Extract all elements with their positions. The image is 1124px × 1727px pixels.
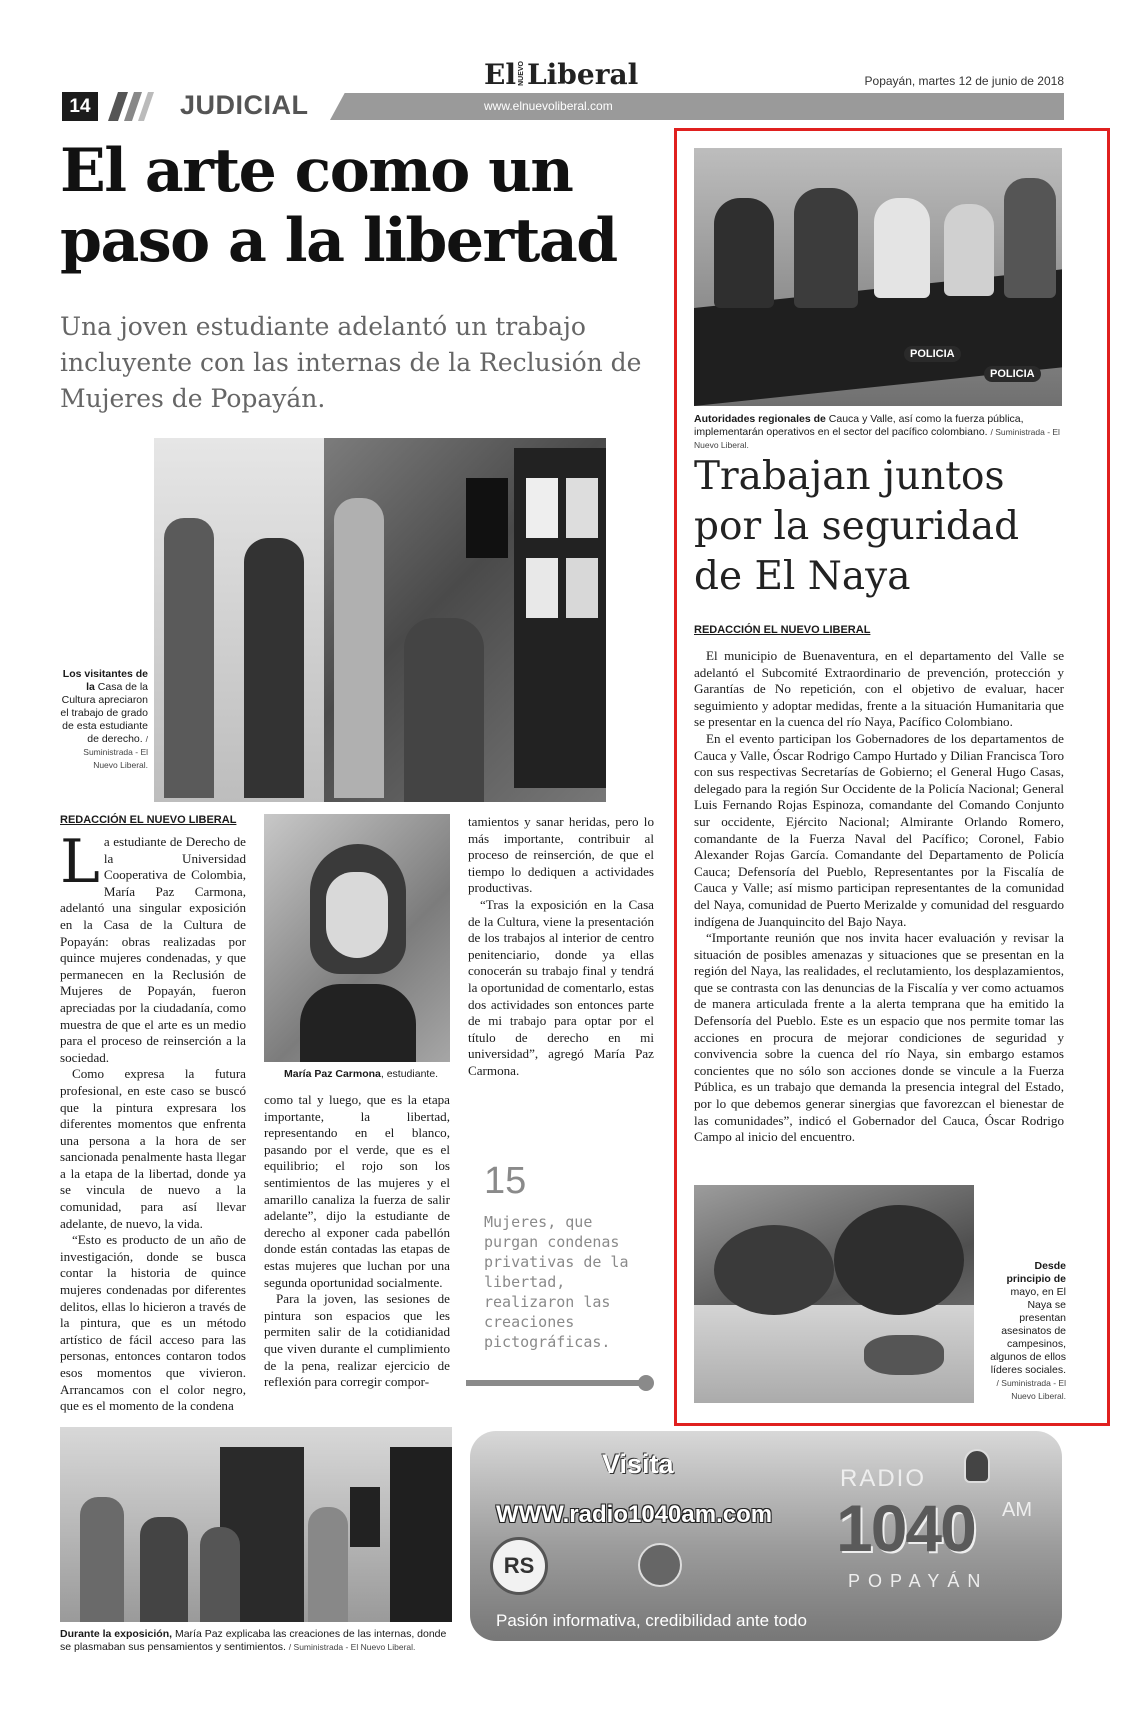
gallery-caption-credit: / Suministrada - El Nuevo Liberal. <box>83 734 148 770</box>
logo-el: El <box>484 58 516 91</box>
gallery-caption-text: Casa de la Cultura apreciaron el trabajo de grado de esta estudiante de derecho. <box>60 681 148 745</box>
masthead-website: www.elnuevoliberal.com <box>484 99 613 113</box>
main-headline: El arte como un paso a la libertad <box>60 136 617 276</box>
logo-liberal: Liberal <box>526 58 639 91</box>
page-number-box <box>62 92 98 121</box>
section-slashes <box>104 92 174 121</box>
slash-decoration-icon <box>104 92 174 121</box>
fact-text: Mujeres, que purgan condenas privativas de la libertad, realizaron las creaciones pictográficas. <box>484 1213 629 1351</box>
el-naya-photo-caption <box>988 1260 1066 1403</box>
radio-advertisement[interactable] <box>470 1431 1062 1641</box>
main-col1-paragraph-1: La estudiante de Derecho de la Universidad Cooperativa de Colombia, María Paz Carmona, adelantó una singular exposición en la Casa de la Cultura de Popayán: obras realizadas por quince mujeres condenadas, y que permanecen en la Reclusión de Mujeres de Popayán, fueron apreciadas por la ciudadanía, como muestra de que el arte es un medio para el proceso de reinserción a la sociedad. <box>60 827 246 1065</box>
el-naya-river-photo <box>694 1185 974 1403</box>
el-naya-caption-credit: / Suministrada - El Nuevo Liberal. <box>996 1378 1066 1401</box>
side-paragraph-2: En el evento participan los Gobernadores de los departamentos de Cauca y Valle, Óscar Rodrigo Campo Hurtado y Dilian Francisca Toro con sus respectivas Secretarías de Gobierno; el General Hugo Casas, delegado para la región Sur Occidente de la Policía Nacional; General Luis Fernando Rojas Espinoza, comandante del Comando Conjunto sur occidente, Ejército Nacional; Almirante Orlando Romero, comandante de la Fuerza Naval del Pacífico; Coronel, Fabio Alexander Rojas García. Comandante del Departamento de Policía Cauca; Defensoría del Pueblo, Representantes por la Fiscalía de Cauca y Valle; así mismo participan representantes de la comunidad del Naya, comunidad de Puerto Merizalde y comunidad del resguardo indígena de Juanquincito del Bajo Naya. <box>694 730 1064 929</box>
main-subheadline: Una joven estudiante adelantó un trabajo incluyente con las internas de la Reclusión de Mujeres de Popayán. <box>60 312 642 413</box>
authorities-caption-text: Cauca y Valle, así como la fuerza pública, implementarán operativos en el sector del pacífico colombiano. <box>694 413 1024 438</box>
exposition-photo <box>60 1427 452 1622</box>
exposition-caption-text: María Paz explicaba las creaciones de las internas, donde se plasmaban sus pensamientos y sentimientos. <box>60 1628 447 1653</box>
portrait-caption <box>284 1068 454 1081</box>
police-cap-right: POLICIA <box>984 366 1041 382</box>
gallery-photo-caption <box>58 668 148 772</box>
ad-visita: Visita <box>602 1449 674 1479</box>
main-col1-paragraph-2: Como expresa la futura profesional, en este caso se buscó que la pintura expresara los diferentes momentos que enfrenta una persona a la hora de ser sancionada penalmente hasta llegar a la etapa de la libertad, donde ya se vincula de nuevo a la comunidad, para así llevar adelante, de nuevo, la vida. <box>60 1066 246 1231</box>
ad-website-link[interactable]: WWW.radio1040am.com <box>496 1501 773 1528</box>
drop-cap: L <box>60 827 100 897</box>
maria-paz-portrait <box>264 814 450 1062</box>
authorities-caption-bold: Autoridades regionales de <box>694 413 826 425</box>
rs-logo: RS <box>503 1553 535 1578</box>
secondary-logo-icon <box>638 1543 682 1587</box>
main-col3-paragraph-2: “Tras la exposición en la Casa de la Cultura, viene la presentación de los trabajos al interior de centro penitenciario, donde ya ellas conocerán su trabajo final y tendrá la oportunidad de comentarlo, estas dos actividades son entonces parte de mi trabajo para optar por el título de derecho en mi universidad”, agregó María Paz Carmona. <box>468 896 654 1078</box>
portrait-caption-text: , estudiante. <box>380 1068 439 1080</box>
microphone-icon <box>964 1449 990 1483</box>
section-gray-bar <box>330 93 1064 120</box>
side-paragraph-3: “Importante reunión que nos invita hacer evaluación y revisar la situación de posibles amenazas y situaciones que se presentan en la región del Naya, las realidades, el reclutamiento, los desplazamientos, que se contrasta con las denuncias de la Fiscalía y ver como actuamos de manera articulada frente a la alerta temprana que ha emitido la Defensoría del Pueblo. Este es un espacio que nos permite tomar las acciones en procura de mejorar condiciones de seguridad y convivencia sobre la cuenca del río Naya, sin embargo estamos concientes que no sólo son acciones donde se vincule a la Fuerza Pública, es un trabajo que demanda la presencia integral del Estado, por lo que debemos generar sinergias que favorezcan el bienestar de las comunidades”, indicó el Gobernador del Cauca, Óscar Rodrigo Campo al inicio del encuentro. <box>694 930 1064 1145</box>
masthead-date: Popayán, martes 12 de junio de 2018 <box>864 74 1064 88</box>
authorities-meeting-photo <box>694 148 1062 406</box>
authorities-caption-credit: / Suministrada - El Nuevo Liberal. <box>694 427 1060 450</box>
authorities-photo-caption <box>694 413 1066 452</box>
fact-divider <box>466 1380 644 1386</box>
fact-number: 15 <box>484 1160 527 1202</box>
exposition-caption <box>60 1628 460 1654</box>
main-col3-paragraph-1: tamientos y sanar heridas, pero lo más importante, contribuir al proceso de reinserción, de que el tiempo lo dediquen a actividades productivas. <box>468 814 654 896</box>
side-headline: Trabajan juntos por la seguridad de El Naya <box>694 454 1020 599</box>
ad-city: POPAYÁN <box>848 1571 989 1591</box>
main-column-2 <box>264 1092 450 1391</box>
side-story-body <box>694 648 1064 1146</box>
rs-logo-circle <box>490 1537 548 1595</box>
el-naya-caption-bold: Desde principio de <box>1006 1260 1066 1285</box>
ad-radio-label: RADIO <box>840 1465 927 1492</box>
ad-am-label: AM <box>1002 1499 1032 1521</box>
el-naya-caption-text: mayo, en El Naya se presentan asesinatos de campesinos, algunos de ellos líderes sociales. <box>990 1286 1066 1376</box>
page-number: 14 <box>69 96 91 117</box>
main-col2-paragraph-2: Para la joven, las sesiones de pintura son espacios que les permiten salir de la cotidianidad que viven durante el cumplimiento de la pena, realizar ejercicio de reflexión para corregir compor- <box>264 1291 450 1390</box>
side-byline: REDACCIÓN EL NUEVO LIBERAL <box>694 624 871 636</box>
gallery-caption-bold: Los visitantes de la <box>62 668 148 693</box>
ad-slogan: Pasión informativa, credibilidad ante todo <box>496 1611 807 1630</box>
masthead-logo <box>484 56 638 90</box>
police-cap-left: POLICIA <box>904 346 961 362</box>
exposition-caption-credit: / Suministrada - El Nuevo Liberal. <box>288 1642 416 1652</box>
logo-nuevo: NUEVO <box>517 61 525 86</box>
main-byline: REDACCIÓN EL NUEVO LIBERAL <box>60 814 237 826</box>
exposition-caption-bold: Durante la exposición, <box>60 1628 173 1640</box>
main-col2-paragraph-1: como tal y luego, que es la etapa importante, la libertad, representando en el blanco, pasando por el verde, que es el equilibrio; el rojo son los sentimientos de las mujeres y el amarillo canaliza la fuerza de salir adelante”, dijo la estudiante de derecho al exponer cada pabellón donde están contadas las etapas de estas mujeres que luchan por una segunda oportunidad socialmente. <box>264 1092 450 1290</box>
portrait-caption-bold: María Paz Carmona <box>284 1068 381 1080</box>
side-paragraph-1: El municipio de Buenaventura, en el departamento del Valle se adelantó el Subcomité Extraordinario de prevención, protección y Garantías de No repetición, con el objetivo de evaluar, hacer seguimiento y adoptar medidas, frente a la situación Humanitaria que se presentar en la cuenca del río Naya, Pacífico Colombiano. <box>694 648 1064 730</box>
section-name: JUDICIAL <box>180 90 309 120</box>
fact-divider-dot-icon <box>638 1375 654 1391</box>
main-col1-paragraph-3: “Esto es producto de un año de investigación, donde se busca contar la historia de quince mujeres condenadas por diferentes delitos, ellas lo hicieron a través de la pintura, que es un método artístico de fácil acceso para las personas, entonces contaron todos esos momentos que vivieron. Arrancamos con el color negro, que es el momento de la condena <box>60 1232 246 1414</box>
main-column-1 <box>60 827 246 1415</box>
gallery-visitors-photo <box>154 438 606 802</box>
ad-frequency: 1040 <box>836 1491 975 1565</box>
main-column-3 <box>468 814 654 1080</box>
